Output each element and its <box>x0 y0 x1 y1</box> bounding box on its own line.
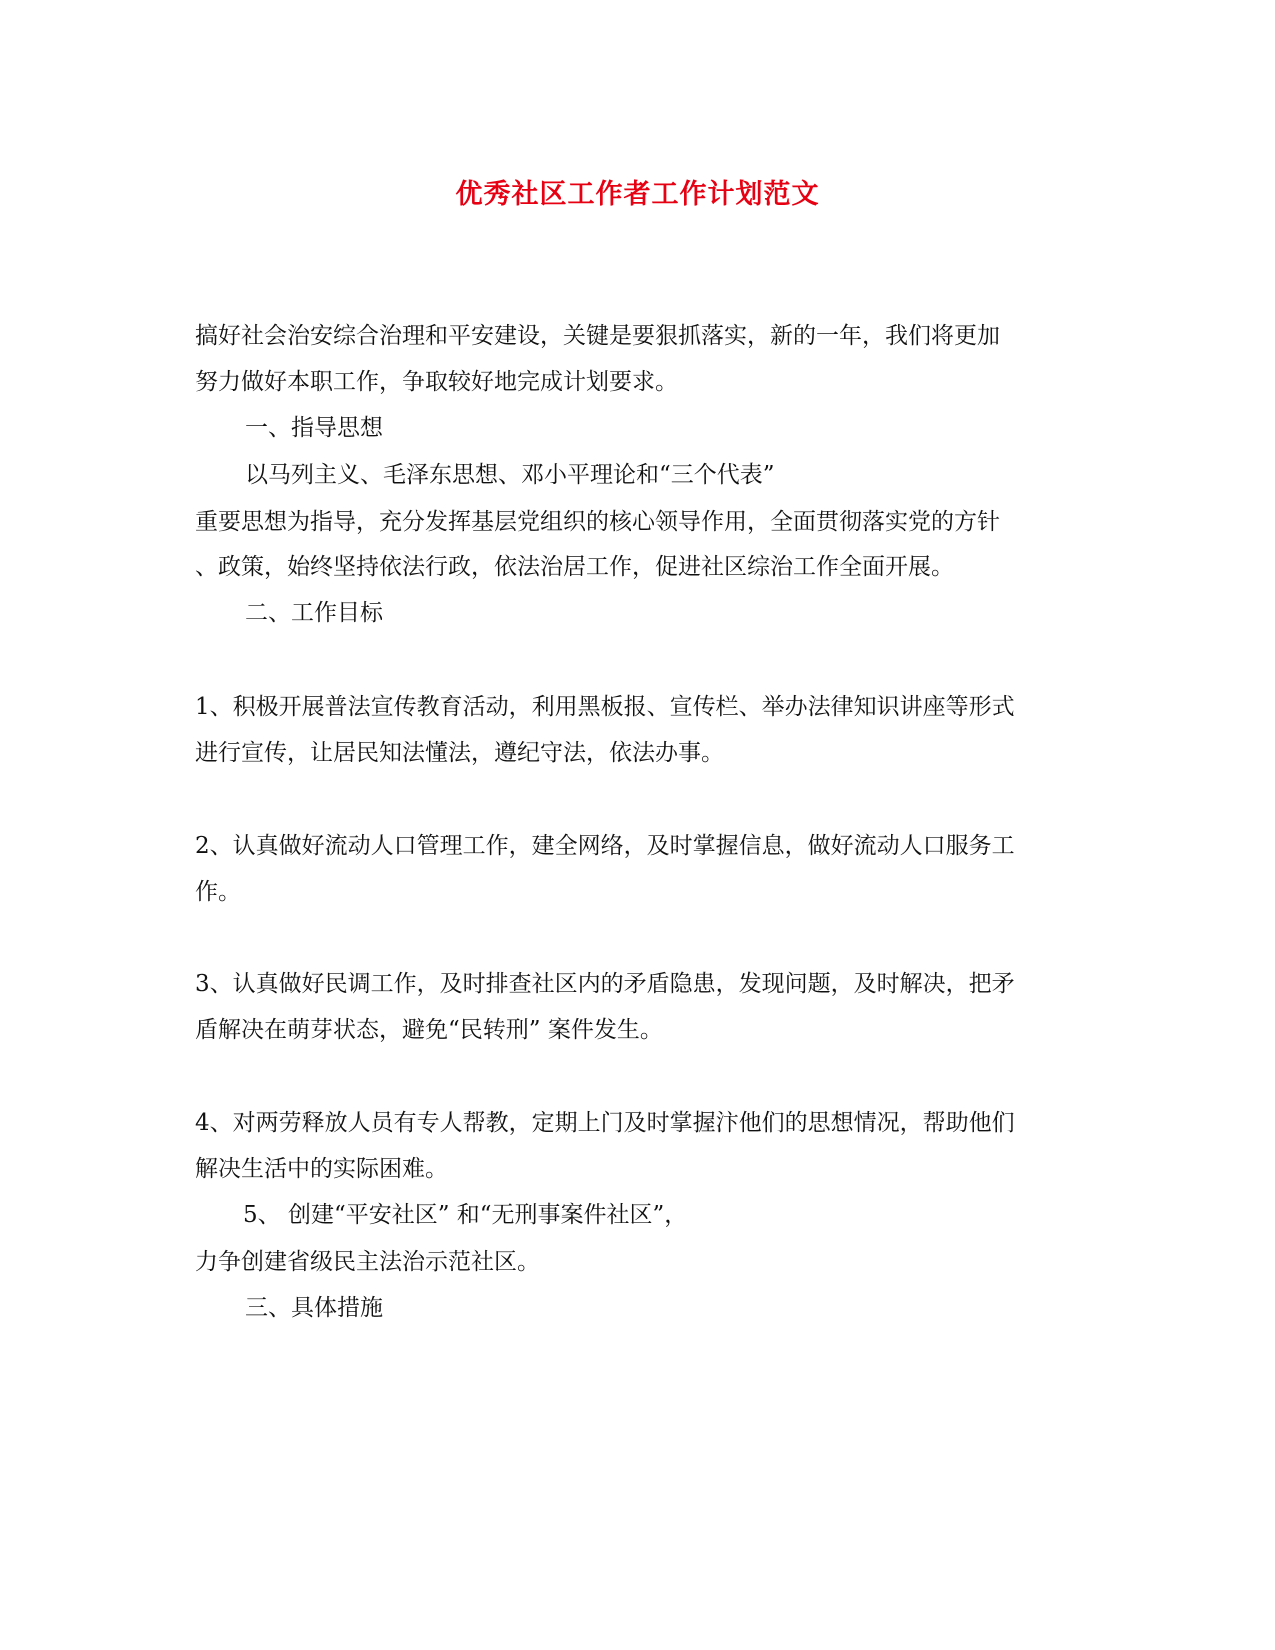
intro-line-2: 努力做好本职工作，争取较好地完成计划要求。 <box>195 369 678 395</box>
item-1-line-1: 1、积极开展普法宣传教育活动，利用黑板报、宣传栏、举办法律知识讲座等形式 <box>195 694 1015 720</box>
item-1-line-2: 进行宣传，让居民知法懂法，遵纪守法，依法办事。 <box>195 740 724 766</box>
section-heading-guiding-thought: 一、指导思想 <box>245 415 383 441</box>
section-heading-specific-measures: 三、具体措施 <box>245 1295 383 1321</box>
item-5-line-2: 力争创建省级民主法治示范社区。 <box>195 1249 540 1275</box>
item-5-line-1: 5、 创建“平安社区” 和“无刑事案件社区”， <box>243 1202 688 1228</box>
guide-line-2: 重要思想为指导，充分发挥基层党组织的核心领导作用，全面贯彻落实党的方针 <box>195 509 1000 535</box>
item-4-line-2: 解决生活中的实际困难。 <box>195 1156 448 1182</box>
guide-line-1: 以马列主义、毛泽东思想、邓小平理论和“三个代表” <box>245 462 775 488</box>
item-3-line-1: 3、认真做好民调工作，及时排查社区内的矛盾隐患，发现问题，及时解决，把矛 <box>195 971 1015 997</box>
document-title: 优秀社区工作者工作计划范文 <box>455 179 820 210</box>
item-2-line-1: 2、认真做好流动人口管理工作，建全网络，及时掌握信息，做好流动人口服务工 <box>195 833 1015 859</box>
intro-line-1: 搞好社会治安综合治理和平安建设，关键是要狠抓落实，新的一年，我们将更加 <box>195 323 1000 349</box>
section-heading-work-goals: 二、工作目标 <box>245 600 383 626</box>
item-4-line-1: 4、对两劳释放人员有专人帮教，定期上门及时掌握汴他们的思想情况，帮助他们 <box>195 1110 1015 1136</box>
item-3-line-2: 盾解决在萌芽状态，避免“民转刑” 案件发生。 <box>195 1017 663 1043</box>
item-2-line-2: 作。 <box>195 879 241 905</box>
guide-line-3: 、政策，始终坚持依法行政，依法治居工作，促进社区综治工作全面开展。 <box>195 554 954 580</box>
